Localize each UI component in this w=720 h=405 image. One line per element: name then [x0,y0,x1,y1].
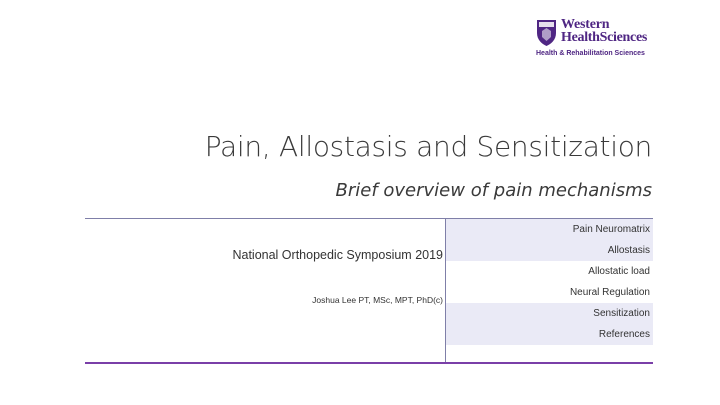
logo-line-healthsciences: HealthSciences [561,30,648,45]
author-credit: Joshua Lee PT, MSc, MPT, PhD(c) [312,295,443,305]
slide-subtitle: Brief overview of pain mechanisms [335,180,652,201]
nav-item-allostasis[interactable]: Allostasis [446,240,653,261]
event-name: National Orthopedic Symposium 2019 [232,248,443,262]
logo-line-western: Western [561,17,610,32]
section-nav [446,219,653,345]
shield-icon [536,19,557,47]
nav-item-pain-neuromatrix[interactable]: Pain Neuromatrix [446,219,653,240]
nav-item-sensitization[interactable]: Sensitization [446,303,653,324]
nav-item-neural-regulation[interactable]: Neural Regulation [569,287,650,298]
logo-line-faculty: Health & Rehabilitation Sciences [536,50,645,57]
western-logo [536,18,658,60]
nav-item-allostatic-load[interactable]: Allostatic load [588,266,650,277]
slide-title: Pain, Allostasis and Sensitization [204,130,652,163]
bottom-divider [85,362,653,364]
nav-item-references[interactable]: References [446,324,653,345]
